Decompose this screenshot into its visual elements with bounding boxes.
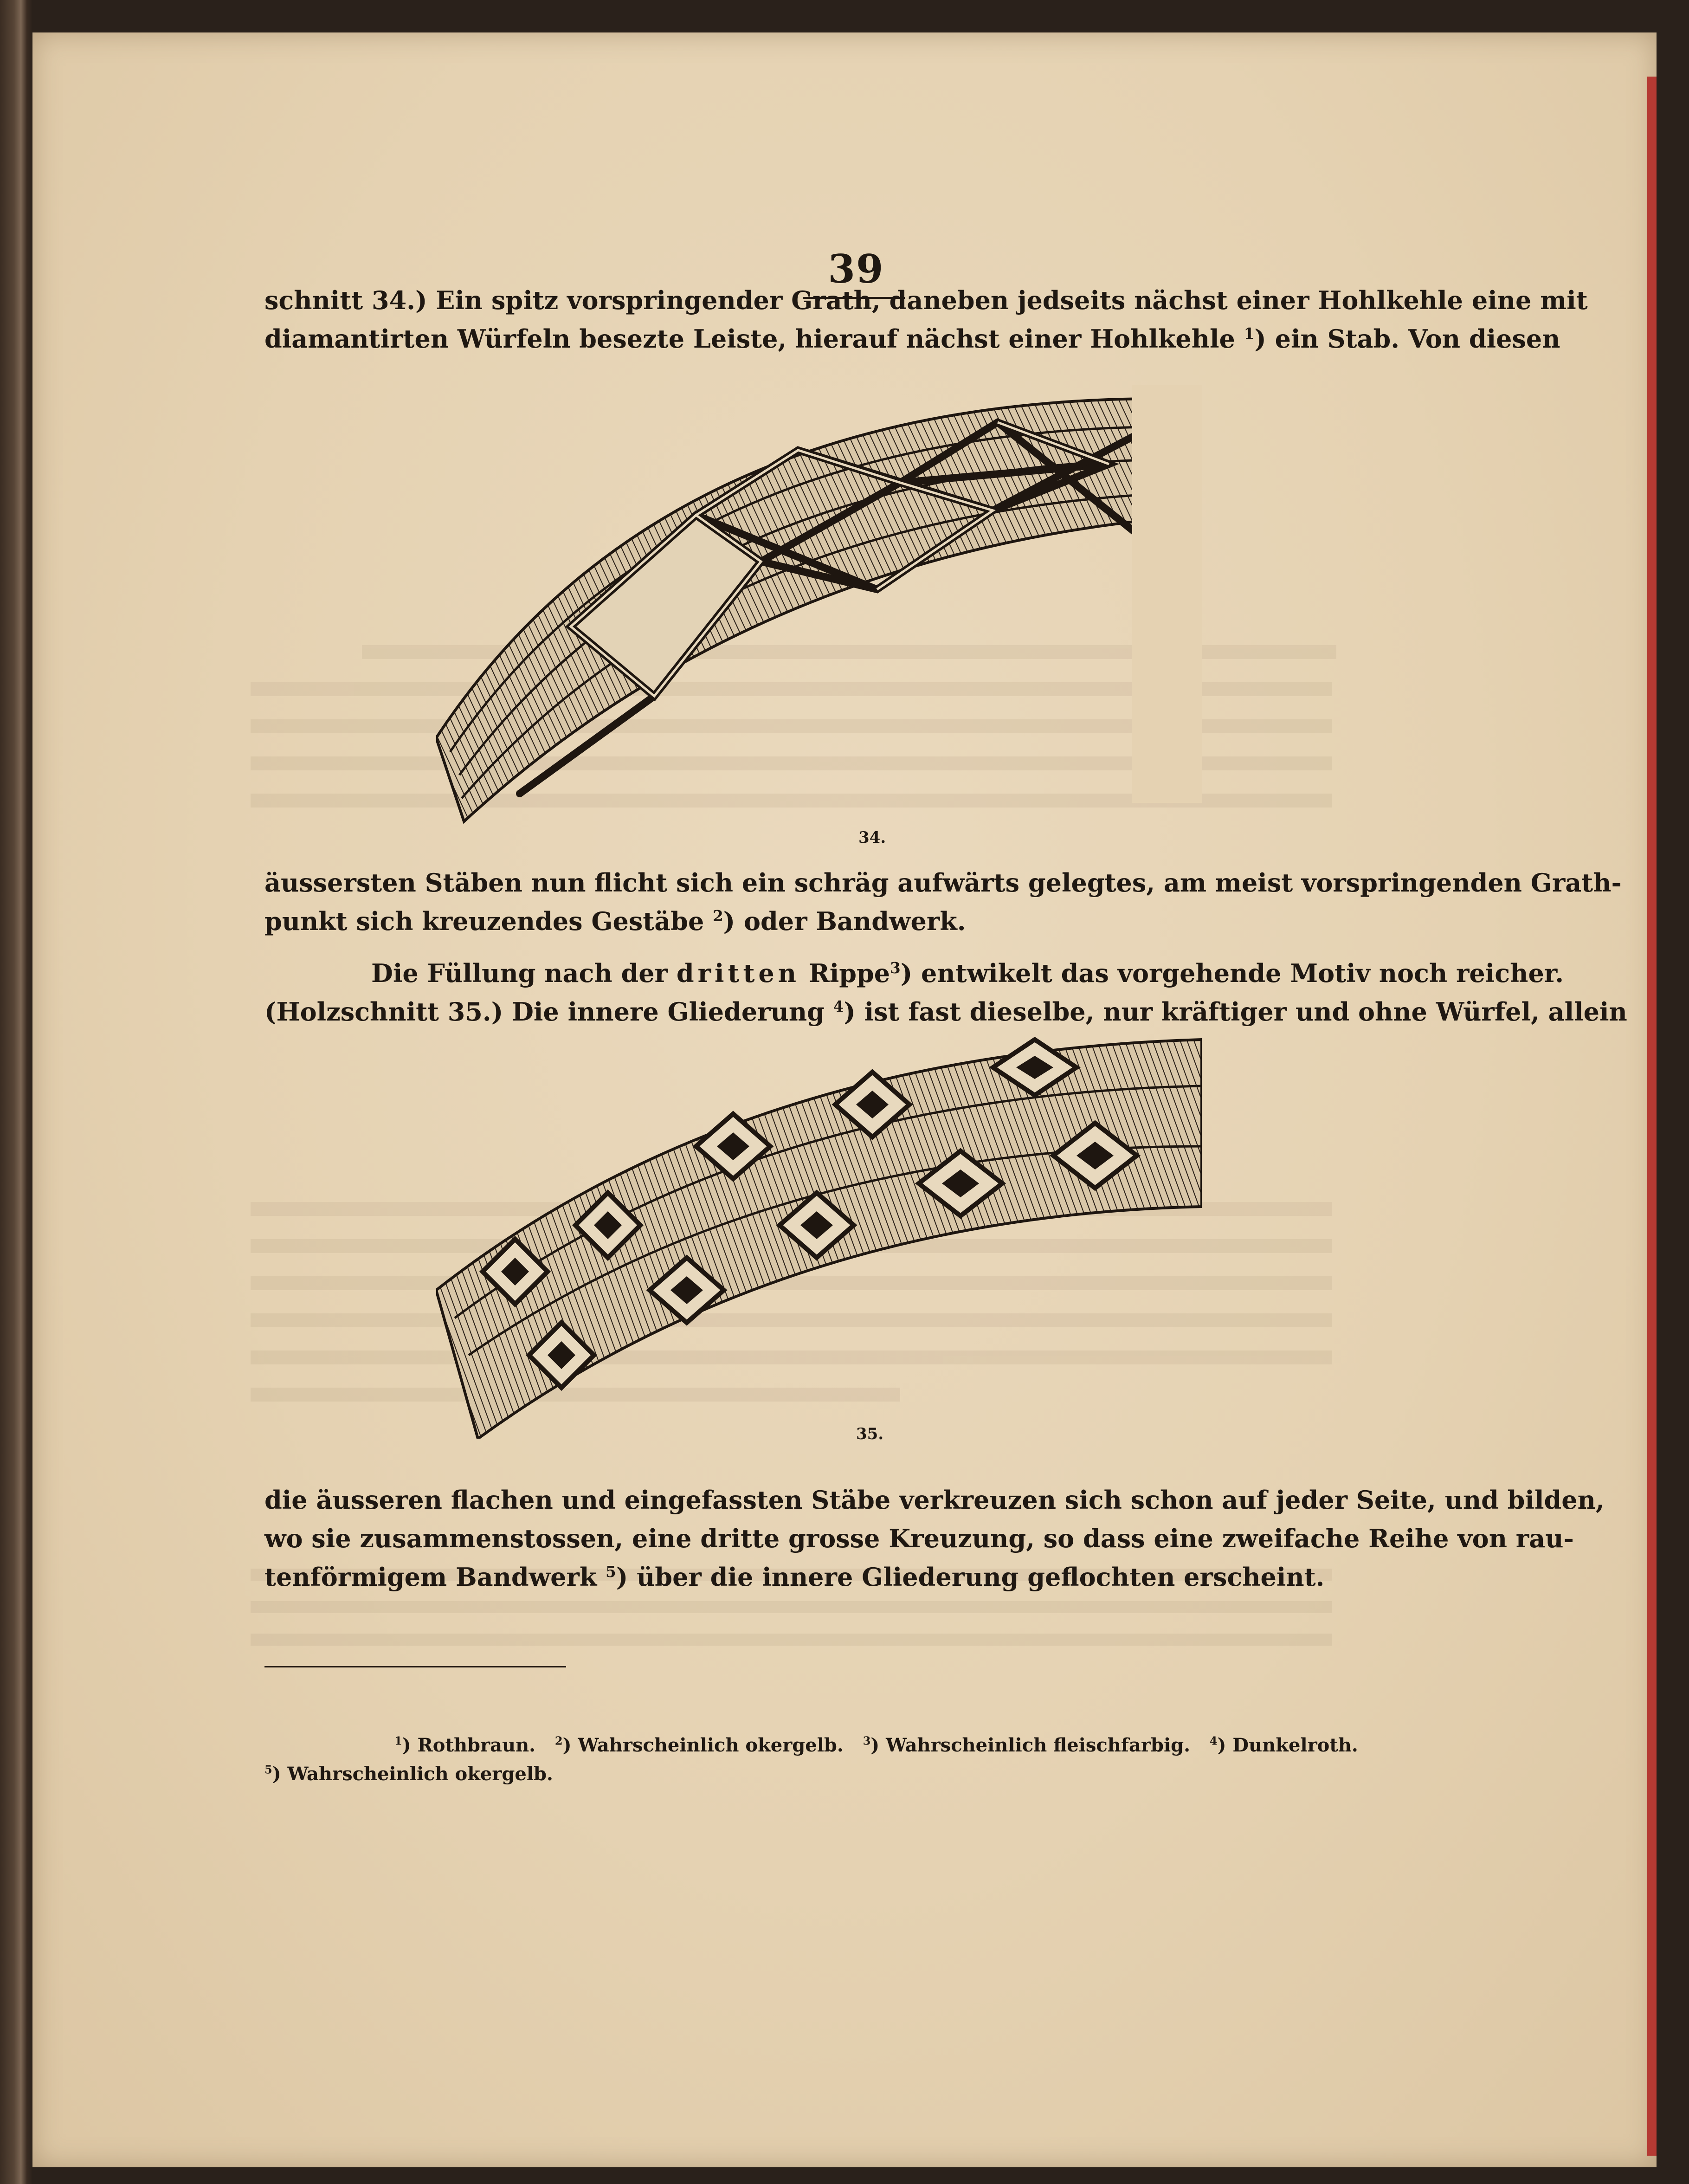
page-edge-tab <box>1647 77 1657 2156</box>
paragraph-3-rippe: Rippe <box>808 958 890 988</box>
footnote-1-mark: 1 <box>394 1734 402 1748</box>
paragraph-2-line-2-text: punkt sich kreuzendes Gestäbe <box>264 906 704 936</box>
footnote-5: ) Wahrscheinlich okergelb. <box>272 1763 553 1785</box>
footnotes <box>264 1731 1438 1789</box>
paragraph-3-line-2-end: ist fast dieselbe, nur kräftiger und ohne Würfel, allein <box>864 997 1627 1027</box>
woodcut-figure-35 <box>436 1030 1202 1439</box>
paragraph-1-line-2-text: diamantirten Würfeln besezte Leiste, hierauf nächst einer Hohlkehle <box>264 324 1235 354</box>
paragraph-4-line-1: die äusseren flachen und eingefassten Stäbe verkreuzen sich schon auf jeder Seite, und bilden, <box>264 1485 1605 1515</box>
paragraph-4-line-2: wo sie zusammenstossen, eine dritte grosse Kreuzung, so dass eine zweifache Reihe von rau- <box>264 1524 1574 1553</box>
paragraph-4-line-3-end: über die innere Gliederung geflochten erscheint. <box>637 1562 1325 1592</box>
footnote-line-2 <box>264 1760 1438 1789</box>
woodcut-figure-34 <box>436 367 1202 831</box>
figure-34-label: 34. <box>858 828 886 847</box>
footnote-mark-1: 1 <box>1244 325 1255 342</box>
paragraph-3-line-2-text: (Holzschnitt 35.) Die innere Gliederung <box>264 997 825 1027</box>
paragraph-2-line-2-end: oder Bandwerk. <box>744 906 966 936</box>
figure-35-label: 35. <box>856 1425 884 1443</box>
paragraph-1-line-2: diamantirten Würfeln besezte Leiste, hierauf nächst einer Hohlkehle $^1$) ein Stab. Von diesen <box>264 324 1560 354</box>
footnote-mark-2: 2 <box>713 907 723 925</box>
footnote-3: ) Wahrscheinlich fleischfarbig. <box>870 1734 1191 1756</box>
paragraph-2-line-2: punkt sich kreuzendes Gestäbe $^2$) oder Bandwerk. <box>264 906 966 936</box>
book-page <box>32 32 1657 2167</box>
paragraph-2-line-1: äussersten Stäben nun flicht sich ein schräg aufwärts gelegtes, am meist vorspringenden Grath- <box>264 868 1622 898</box>
paragraph-3-line-2: (Holzschnitt 35.) Die innere Gliederung $^4$) ist fast dieselbe, nur kräftiger und ohne Würfel, allein <box>264 997 1627 1027</box>
footnote-rule <box>264 1666 566 1667</box>
footnote-mark-5: 5 <box>606 1563 616 1581</box>
footnote-mark-4: 4 <box>833 998 844 1015</box>
footnote-line-1 <box>264 1731 1438 1760</box>
footnote-mark-3: 3 <box>890 959 901 977</box>
footnote-5-mark: 5 <box>264 1763 272 1777</box>
paragraph-4-line-3-text: tenförmigem Bandwerk <box>264 1562 597 1592</box>
footnote-2-mark: 2 <box>554 1734 563 1748</box>
footnote-4: ) Dunkelroth. <box>1217 1734 1358 1756</box>
footnote-4-mark: 4 <box>1209 1734 1218 1748</box>
footnote-2: ) Wahrscheinlich okergelb. <box>562 1734 844 1756</box>
page-number: 39 <box>828 246 884 292</box>
paragraph-1-line-2-end: ein Stab. Von diesen <box>1275 324 1560 354</box>
paragraph-1-line-1: schnitt 34.) Ein spitz vorspringender Grath, daneben jedseits nächst einer Hohlkehle eine mit <box>264 285 1588 315</box>
paragraph-4-line-3: tenförmigem Bandwerk $^5$) über die innere Gliederung geflochten erscheint. <box>264 1562 1325 1592</box>
footnote-1: ) Rothbraun. <box>402 1734 536 1756</box>
paragraph-3-line-1-end: entwikelt das vorgehende Motiv noch reicher. <box>921 958 1564 988</box>
paragraph-3-line-1: Die Füllung nach der dritten Rippe$^3$) entwikelt das vorgehende Motiv noch reicher. <box>371 958 1564 988</box>
paragraph-3-spaced-word: dritten <box>676 958 800 988</box>
footnote-3-mark: 3 <box>863 1734 871 1748</box>
paragraph-3-line-1-text: Die Füllung nach der <box>371 958 668 988</box>
